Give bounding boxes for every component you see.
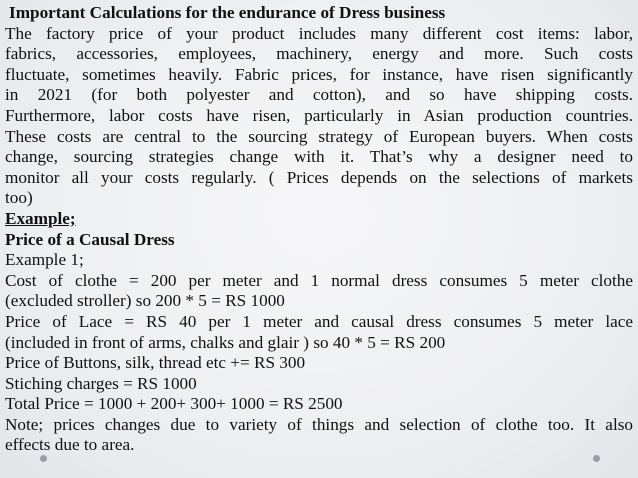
slide-content [5, 3, 633, 456]
calc-line: (excluded stroller) so 200 * 5 = RS 1000 [5, 291, 285, 311]
calc-line: Stiching charges = RS 1000 [5, 373, 197, 393]
intro-line: in 2021 (for both polyester and cotton), and so have shipping costs. [5, 85, 633, 105]
slide-title: Important Calculations for the endurance of Dress business [9, 3, 446, 22]
decorative-dot-left [40, 455, 47, 462]
calc-line: (included in front of arms, chalks and glair ) so 40 * 5 = RS 200 [5, 332, 446, 352]
decorative-dot-right [593, 455, 600, 462]
example-heading: Example; [5, 208, 76, 228]
intro-line: monitor all your costs regularly. ( Prices depends on the selections of markets [5, 167, 633, 187]
calc-line: Total Price = 1000 + 200+ 300+ 1000 = RS 2500 [5, 394, 343, 414]
intro-line: The factory price of your product includes many different cost items: labor, [5, 23, 633, 43]
intro-line: change, sourcing strategies change with it. That’s why a designer need to [5, 147, 633, 167]
intro-line: These costs are central to the sourcing strategy of European buyers. When costs [5, 126, 633, 146]
note-line: Note; prices changes due to variety of things and selection of clothe too. It also [5, 414, 633, 434]
calc-line: Cost of clothe = 200 per meter and 1 normal dress consumes 5 meter clothe [5, 270, 633, 290]
intro-line: too) [5, 188, 33, 208]
intro-line: fabrics, accessories, employees, machinery, energy and more. Such costs [5, 44, 633, 64]
intro-line: fluctuate, sometimes heavily. Fabric prices, for instance, have risen significantly [5, 64, 633, 84]
intro-line: Furthermore, labor costs have risen, particularly in Asian production countries. [5, 105, 633, 125]
calc-line: Price of Lace = RS 40 per 1 meter and causal dress consumes 5 meter lace [5, 311, 633, 331]
subheading: Price of a Causal Dress [5, 229, 175, 249]
note-line: effects due to area. [5, 435, 135, 455]
calc-line: Price of Buttons, silk, thread etc += RS 300 [5, 353, 306, 373]
example-label: Example 1; [5, 250, 84, 270]
